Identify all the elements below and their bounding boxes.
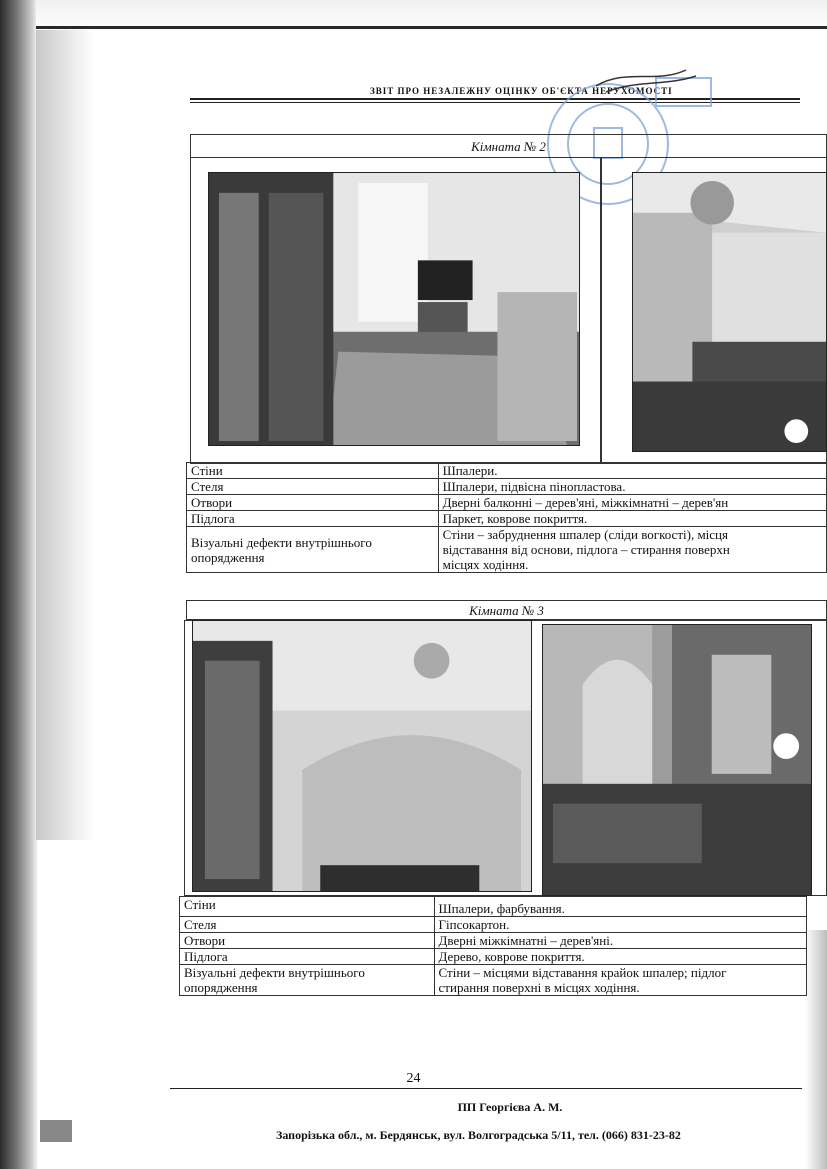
room3-openings-value: Дверні міжкімнатні – дерев'яні. (434, 933, 806, 949)
room3-defects-value (434, 965, 806, 996)
room2-properties-table (186, 462, 827, 573)
room3-walls-label: Стіни (180, 897, 435, 917)
room3-defects-label-line2: опорядження (184, 980, 258, 995)
table-row (187, 511, 827, 527)
table-row (187, 527, 827, 573)
room2-openings-value: Дверні балконні – дерев'яні, міжкімнатні – дерев'ян (438, 495, 826, 511)
table-row (180, 897, 807, 917)
room3-ceiling-label: Стеля (180, 917, 435, 933)
table-row (180, 965, 807, 996)
room3-ceiling-value: Гіпсокартон. (434, 917, 806, 933)
room3-defects-line1: Стіни – місцями відставання крайок шпалер; підлог (438, 965, 727, 980)
room2-photo-divider (600, 158, 602, 464)
table-row (187, 479, 827, 495)
room2-defects-line1: Стіни – забруднення шпалер (сліди вогкості), місця (442, 527, 728, 542)
room2-floor-label: Підлога (187, 511, 439, 527)
room3-floor-value: Дерево, коврове покриття. (434, 949, 806, 965)
room2-photo-second-view (632, 172, 827, 452)
room3-openings-label: Отвори (180, 933, 435, 949)
table-row (187, 463, 827, 479)
scan-shadow-strip (36, 20, 94, 840)
scan-shadow-right (805, 930, 827, 1169)
room2-photo-living-room (208, 172, 580, 446)
table-row (180, 933, 807, 949)
scan-shadow-left (0, 0, 38, 1169)
room3-photo-ceiling-arch (192, 620, 532, 892)
room3-title: Кімната № 3 (469, 603, 544, 618)
room3-defects-label-line1: Візуальні дефекти внутрішнього (184, 965, 365, 980)
room2-defects-line2: відставання від основи, підлога – стирання поверхн (442, 542, 730, 557)
room3-walls-value: Шпалери, фарбування. (434, 897, 806, 917)
room2-walls-label: Стіни (187, 463, 439, 479)
room2-defects-label-line2: опорядження (191, 549, 265, 565)
room3-floor-label: Підлога (180, 949, 435, 965)
table-row (180, 949, 807, 965)
room2-walls-value: Шпалери. (438, 463, 826, 479)
room3-defects-line2: стирання поверхні в місцях ходіння. (438, 980, 640, 995)
room3-defects-label (180, 965, 435, 996)
room3-properties-table (179, 896, 807, 996)
footer-company: ПП Георгієва А. М. (457, 1100, 563, 1114)
page-number: 24 (406, 1071, 421, 1086)
room2-defects-value (438, 527, 826, 573)
table-row (187, 495, 827, 511)
room2-openings-label: Отвори (187, 495, 439, 511)
footer-address: Запорізька обл., м. Бердянськ, вул. Волгоградська 5/11, тел. (066) 831-23-82 (276, 1128, 681, 1142)
room2-defects-label (187, 527, 439, 573)
room2-ceiling-value: Шпалери, підвісна пінопластова. (438, 479, 826, 495)
room2-floor-value: Паркет, коврове покриття. (438, 511, 826, 527)
report-header-title: ЗВІТ ПРО НЕЗАЛЕЖНУ ОЦІНКУ ОБ'ЄКТА НЕРУХОМОСТІ (370, 86, 673, 96)
room2-ceiling-label: Стеля (187, 479, 439, 495)
table-row (180, 917, 807, 933)
room2-title: Кімната № 2 (471, 139, 546, 154)
scan-edge-line (36, 26, 827, 29)
scan-corner-mark (40, 1120, 72, 1142)
footer-rule (170, 1088, 802, 1089)
room2-defects-line3: місцях ходіння. (442, 557, 529, 572)
room2-defects-label-line1: Візуальні дефекти внутрішнього (191, 534, 372, 550)
room3-photo-window-view (542, 624, 812, 896)
